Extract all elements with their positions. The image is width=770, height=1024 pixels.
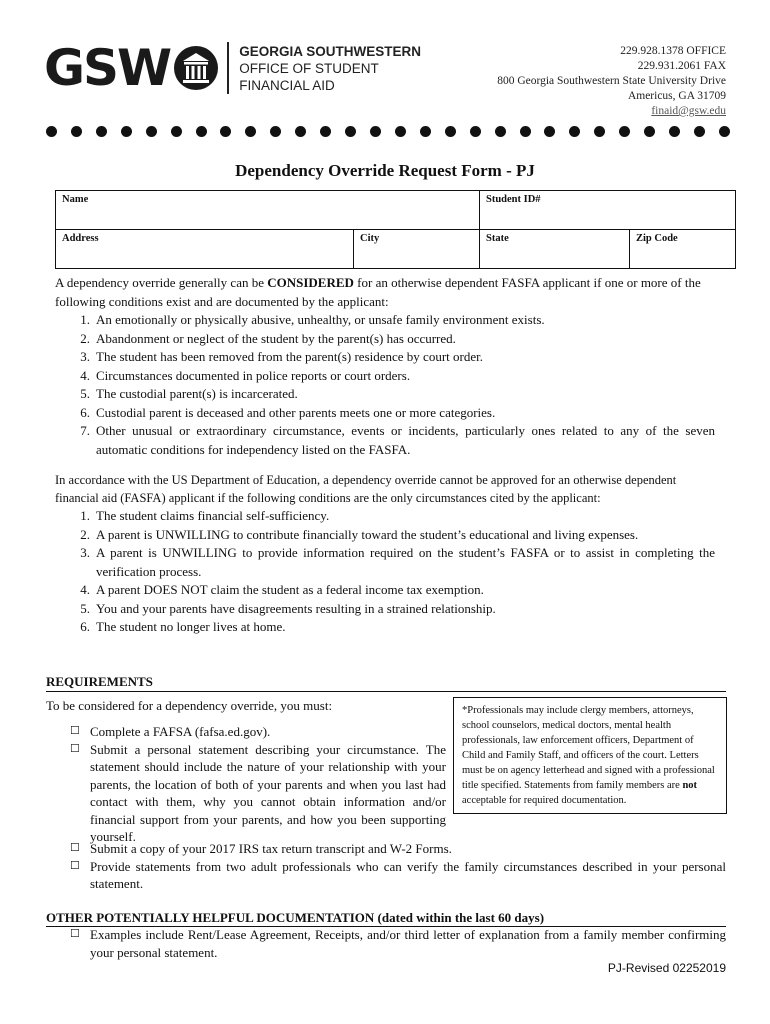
professionals-note bbox=[453, 697, 727, 814]
divider-dot bbox=[196, 126, 207, 137]
checkbox-icon[interactable]: ☐ bbox=[70, 742, 80, 755]
checkbox-icon[interactable]: ☐ bbox=[70, 725, 80, 737]
divider-dot bbox=[96, 126, 107, 137]
requirement-text: Submit a copy of your 2017 IRS tax return transcript and W-2 Forms. bbox=[90, 841, 452, 856]
list-item bbox=[55, 581, 715, 600]
item-text: A parent DOES NOT claim the student as a federal income tax exemption. bbox=[96, 582, 484, 597]
item-text: Circumstances documented in police reports or court orders. bbox=[96, 367, 411, 383]
list-item bbox=[55, 422, 715, 459]
office-phone: 229.928.1378 OFFICE bbox=[620, 45, 726, 57]
item-number: 4. bbox=[80, 367, 90, 383]
note-text: *Professionals may include clergy members, attorneys, school counselors, medical doctors, mental health professionals, law enforcement officers, Department of Child and Family Staff, and officers of the court. Letters must be on agency letterhead and signed with a professional title specified. Statements from family members are bbox=[462, 705, 715, 791]
requirements-checklist bbox=[70, 723, 446, 846]
item-number: 7. bbox=[80, 423, 90, 438]
item-text: The student claims financial self-sufficiency. bbox=[96, 508, 330, 523]
checkbox-icon[interactable]: ☐ bbox=[70, 928, 80, 940]
list-item bbox=[55, 544, 715, 581]
other-documentation-heading: OTHER POTENTIALLY HELPFUL DOCUMENTATION (dated within the last 60 days) bbox=[46, 910, 726, 927]
list-item bbox=[55, 404, 715, 423]
other-item-text: Examples include Rent/Lease Agreement, Receipts, and/or third letter of explanation from a family member confirming your personal statement. bbox=[90, 927, 726, 960]
intro-text: A dependency override generally can be bbox=[55, 275, 268, 290]
item-text: The student has been removed from the parent(s) residence by court order. bbox=[96, 349, 483, 364]
item-number: 3. bbox=[80, 545, 90, 560]
logo-divider bbox=[227, 42, 229, 94]
item-text: The custodial parent(s) is incarcerated. bbox=[96, 386, 298, 401]
note-text-end: acceptable for required documentation. bbox=[462, 795, 627, 806]
divider-dot bbox=[619, 126, 630, 137]
conditions-intro bbox=[55, 274, 715, 311]
divider-dot bbox=[719, 126, 730, 137]
name-field[interactable]: Name bbox=[56, 191, 480, 230]
not-approved-list bbox=[55, 507, 715, 637]
item-number: 6. bbox=[80, 619, 90, 634]
list-item bbox=[55, 526, 715, 545]
zip-code-field[interactable]: Zip Code bbox=[630, 230, 736, 269]
item-number: 6. bbox=[80, 404, 90, 420]
contact-info bbox=[497, 44, 726, 119]
list-item bbox=[70, 741, 446, 846]
divider-dot bbox=[594, 126, 605, 137]
note-emphasis: not bbox=[682, 780, 698, 791]
list-item bbox=[55, 367, 715, 386]
list-item bbox=[55, 600, 715, 619]
divider-dot bbox=[295, 126, 306, 137]
org-line-2: OFFICE OF STUDENT bbox=[239, 60, 379, 76]
dot-divider bbox=[46, 126, 730, 137]
checkbox-icon[interactable]: ☐ bbox=[70, 859, 80, 872]
divider-dot bbox=[171, 126, 182, 137]
building-icon bbox=[173, 44, 219, 92]
item-number: 5. bbox=[80, 386, 90, 401]
office-name bbox=[239, 43, 421, 94]
item-text: An emotionally or physically abusive, unhealthy, or unsafe family environment exists. bbox=[96, 312, 545, 327]
list-item bbox=[55, 618, 715, 637]
divider-dot bbox=[445, 126, 456, 137]
item-text: A parent is UNWILLING to provide information required on the student’s FASFA or to assist in completing the verification process. bbox=[96, 545, 715, 579]
list-item bbox=[70, 723, 446, 741]
item-number: 5. bbox=[80, 600, 90, 616]
divider-dot bbox=[470, 126, 481, 137]
requirements-checklist-wide bbox=[70, 840, 726, 893]
address-field[interactable]: Address bbox=[56, 230, 354, 269]
divider-dot bbox=[495, 126, 506, 137]
item-text: You and your parents have disagreements resulting in a strained relationship. bbox=[96, 600, 496, 616]
list-item bbox=[55, 385, 715, 404]
list-item bbox=[70, 926, 726, 961]
divider-dot bbox=[669, 126, 680, 137]
intro-text-end: for an otherwise dependent FASFA applicant if one or more of the following conditions exist and are documented by the applicant: bbox=[55, 275, 701, 309]
student-info-table bbox=[55, 190, 736, 269]
list-item bbox=[55, 311, 715, 330]
requirements-heading: REQUIREMENTS bbox=[46, 674, 726, 692]
item-number: 3. bbox=[80, 349, 90, 364]
item-text: The student no longer lives at home. bbox=[96, 619, 286, 634]
other-documentation-list bbox=[70, 926, 726, 961]
intro-emphasis: CONSIDERED bbox=[267, 275, 354, 290]
divider-dot bbox=[520, 126, 531, 137]
divider-dot bbox=[644, 126, 655, 137]
item-number: 2. bbox=[80, 330, 90, 346]
conditions-section bbox=[55, 274, 715, 459]
logo-wordmark: GSW bbox=[44, 39, 171, 97]
requirement-text: Provide statements from two adult professionals who can verify the family circumstances described in your personal statement. bbox=[90, 858, 726, 891]
street-address: 800 Georgia Southwestern State University Drive bbox=[497, 75, 726, 87]
item-text: Abandonment or neglect of the student by the parent(s) has occurred. bbox=[96, 330, 456, 346]
not-approved-section bbox=[55, 472, 715, 637]
requirement-text: Submit a personal statement describing your circumstance. The statement should include the nature of your relationship with your parents, the location of both of your parents and when you last had contact with them, why you cannot obtain information and/or financial support from your parents, and how you been supporting yourself. bbox=[90, 741, 446, 844]
divider-dot bbox=[245, 126, 256, 137]
divider-dot bbox=[146, 126, 157, 137]
item-text: Custodial parent is deceased and other parents meets one or more categories. bbox=[96, 404, 496, 420]
item-number: 2. bbox=[80, 526, 90, 542]
item-text: Other unusual or extraordinary circumstance, events or incidents, particularly ones related to any of the seven automatic conditions for independency listed on the FASFA. bbox=[96, 423, 715, 457]
requirements-intro: To be considered for a dependency override, you must: bbox=[46, 698, 333, 713]
requirement-text: Complete a FAFSA (fafsa.ed.gov). bbox=[90, 724, 271, 739]
student-id-field[interactable]: Student ID# bbox=[480, 191, 736, 230]
divider-dot bbox=[220, 126, 231, 137]
divider-dot bbox=[270, 126, 281, 137]
divider-dot bbox=[46, 126, 57, 137]
divider-dot bbox=[320, 126, 331, 137]
office-fax: 229.931.2061 FAX bbox=[637, 60, 726, 72]
state-field[interactable]: State bbox=[480, 230, 630, 269]
list-item bbox=[70, 858, 726, 893]
list-item bbox=[55, 507, 715, 526]
city-field[interactable]: City bbox=[354, 230, 480, 269]
item-number: 1. bbox=[80, 508, 90, 523]
revision-footer: PJ-Revised 02252019 bbox=[607, 961, 726, 975]
item-text: A parent is UNWILLING to contribute financially toward the student’s educational and living expenses. bbox=[96, 526, 639, 542]
list-item bbox=[55, 330, 715, 349]
conditions-list bbox=[55, 311, 715, 459]
item-number: 1. bbox=[80, 312, 90, 327]
city-state-zip: Americus, GA 31709 bbox=[627, 90, 726, 102]
divider-dot bbox=[694, 126, 705, 137]
email-link[interactable]: finaid@gsw.edu bbox=[651, 105, 726, 117]
org-line-3: FINANCIAL AID bbox=[239, 77, 335, 93]
list-item bbox=[55, 348, 715, 367]
divider-dot bbox=[121, 126, 132, 137]
item-number: 4. bbox=[80, 582, 90, 597]
checkbox-icon[interactable]: ☐ bbox=[70, 842, 80, 854]
divider-dot bbox=[544, 126, 555, 137]
divider-dot bbox=[569, 126, 580, 137]
not-approved-intro: In accordance with the US Department of Education, a dependency override cannot be approved for an otherwise dependent financial aid (FASFA) applicant if the following conditions are the only circumstances cited by the applicant: bbox=[55, 473, 677, 505]
divider-dot bbox=[345, 126, 356, 137]
gsw-logo bbox=[44, 39, 421, 97]
divider-dot bbox=[420, 126, 431, 137]
form-title: Dependency Override Request Form - PJ bbox=[235, 161, 535, 180]
list-item bbox=[70, 840, 726, 858]
divider-dot bbox=[395, 126, 406, 137]
divider-dot bbox=[370, 126, 381, 137]
org-line-1: GEORGIA SOUTHWESTERN bbox=[239, 43, 421, 59]
divider-dot bbox=[71, 126, 82, 137]
